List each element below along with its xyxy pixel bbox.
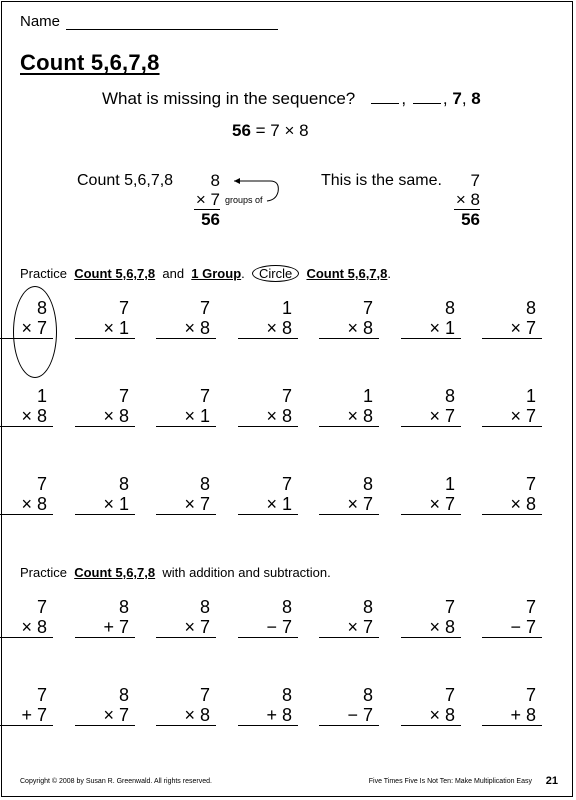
problem-bottom: × 7 [401,494,461,515]
problem-top: 7 [36,685,47,705]
problem-bottom: × 1 [156,406,216,427]
seq-8: 8 [471,89,481,108]
example-left-result: 56 [201,210,220,229]
problem-top: 7 [199,386,210,406]
comma: , [461,89,467,108]
problem [319,298,379,339]
problem [319,474,379,515]
problem-top: 7 [199,685,210,705]
example-right-top: 7 [470,171,480,190]
problem-bottom: + 8 [238,705,298,726]
problem-bottom: × 7 [156,617,216,638]
problem-bottom: × 7 [319,617,379,638]
problem-top: 8 [36,298,47,318]
problem [482,597,542,638]
problem-top: 7 [36,597,47,617]
practice-dot: . [241,266,245,281]
problem [75,474,135,515]
practice-count-2: Count 5,6,7,8 [306,266,388,281]
problem [401,386,461,427]
problem [156,298,216,339]
problem-top: 7 [444,685,455,705]
practice-count: Count 5,6,7,8 [74,266,156,281]
problem [238,298,298,339]
practice-instruction-2 [20,565,331,580]
problem [401,685,461,726]
problem-bottom: × 7 [75,705,135,726]
problem-bottom: − 7 [482,617,542,638]
problem-top: 7 [444,597,455,617]
example-left-stack [190,171,220,229]
problem-top: 8 [199,474,210,494]
problem-top: 7 [525,597,536,617]
problem [0,597,53,638]
problem-top: 1 [36,386,47,406]
problem-bottom: × 7 [401,406,461,427]
page-number: 21 [545,775,558,787]
problem-top: 7 [362,298,373,318]
problem [156,386,216,427]
problem [75,685,135,726]
problem-bottom: × 7 [482,318,542,339]
example-right-bottom: × 8 [455,190,480,209]
problem-bottom: × 8 [156,705,216,726]
problem-bottom: × 8 [0,406,53,427]
problem-top: 7 [118,386,129,406]
problem [0,474,53,515]
problem-top: 8 [362,597,373,617]
copyright-text: Copyright © 2008 by Susan R. Greenwald. All rights reserved. [20,778,212,785]
practice-end: . [387,266,392,281]
problem-bottom: × 8 [238,406,298,427]
problem-top: 7 [118,298,129,318]
problem-bottom: × 1 [401,318,461,339]
problem-top: 8 [118,474,129,494]
practice-instruction-1 [20,265,391,282]
problem-bottom: − 7 [238,617,298,638]
example-right-stack [450,171,480,229]
problem [156,685,216,726]
problem-top: 7 [525,685,536,705]
problem-top: 8 [444,298,455,318]
comma: , [401,89,407,108]
problem [482,474,542,515]
problem [238,474,298,515]
example-left-bottom: × 7 [195,190,220,209]
problem [319,386,379,427]
problem-top: 7 [525,474,536,494]
problem-top: 8 [525,298,536,318]
problem-bottom: × 8 [75,406,135,427]
problem-top: 1 [525,386,536,406]
problem-bottom: × 1 [75,318,135,339]
sequence-question [102,89,481,109]
practice-and: and [162,266,185,281]
practice-circle-word: Circle [252,265,299,282]
problem-bottom: × 1 [75,494,135,515]
problem [482,298,542,339]
problem-bottom: + 7 [0,705,53,726]
problem [238,386,298,427]
problem [401,474,461,515]
problem-top: 8 [199,597,210,617]
problem [238,597,298,638]
problem-top: 7 [281,474,292,494]
problem [482,386,542,427]
problem-top: 8 [118,597,129,617]
problem-bottom: + 8 [482,705,542,726]
problem-bottom: × 8 [319,406,379,427]
problem-top: 7 [199,298,210,318]
practice2-count: Count 5,6,7,8 [74,565,156,580]
equation-rhs: = 7 × 8 [255,121,309,140]
problem-top: 8 [281,597,292,617]
problem-bottom: × 8 [0,617,53,638]
problem-bottom: × 1 [238,494,298,515]
problem-top: 8 [118,685,129,705]
equation-lhs: 56 [232,121,251,140]
example-left-top: 8 [210,171,220,190]
problem-bottom: × 8 [156,318,216,339]
book-title-footer: Five Times Five Is Not Ten: Make Multiplication Easy [368,778,532,785]
problem-bottom: × 8 [401,705,461,726]
problem-bottom: × 8 [482,494,542,515]
blank-1[interactable] [371,91,399,104]
problem [75,386,135,427]
practice2-prefix: Practice [20,565,67,580]
problem-bottom: × 8 [401,617,461,638]
problem-bottom: − 7 [319,705,379,726]
problem [401,597,461,638]
problem-bottom: × 7 [319,494,379,515]
problem-top: 8 [444,386,455,406]
seq-7: 7 [452,89,462,108]
problem [238,685,298,726]
problem-top: 1 [281,298,292,318]
problem-bottom: × 7 [156,494,216,515]
page-title: Count 5,6,7,8 [20,50,160,75]
problem-bottom: × 7 [482,406,542,427]
problem-top: 8 [281,685,292,705]
problem [401,298,461,339]
problem-top: 7 [36,474,47,494]
problem-bottom: × 7 [0,318,53,339]
practice-prefix: Practice [20,266,67,281]
problem [156,597,216,638]
question-text: What is missing in the sequence? [102,89,356,108]
example-left-label: Count 5,6,7,8 [77,172,174,189]
problem-bottom: × 8 [319,318,379,339]
problem-top: 8 [362,685,373,705]
problem-top: 1 [362,386,373,406]
name-field-line[interactable] [66,29,278,30]
problem-top: 1 [444,474,455,494]
problem [0,298,53,339]
groups-of-note: groups of [225,195,263,205]
problem [0,685,53,726]
comma: , [442,89,448,108]
problem [319,597,379,638]
problem-bottom: × 8 [238,318,298,339]
problem [75,597,135,638]
problem [156,474,216,515]
example-right-result: 56 [461,210,480,229]
problem-top: 8 [362,474,373,494]
practice2-rest: with addition and subtraction. [162,565,331,580]
problem-bottom: + 7 [75,617,135,638]
key-equation [232,121,309,141]
problem [319,685,379,726]
blank-2[interactable] [413,91,441,104]
problem [75,298,135,339]
problem-bottom: × 8 [0,494,53,515]
problem [0,386,53,427]
problem [482,685,542,726]
practice-group: 1 Group [191,266,242,281]
example-right-label: This is the same. [321,172,442,189]
problem-top: 7 [281,386,292,406]
name-label: Name [20,13,61,30]
